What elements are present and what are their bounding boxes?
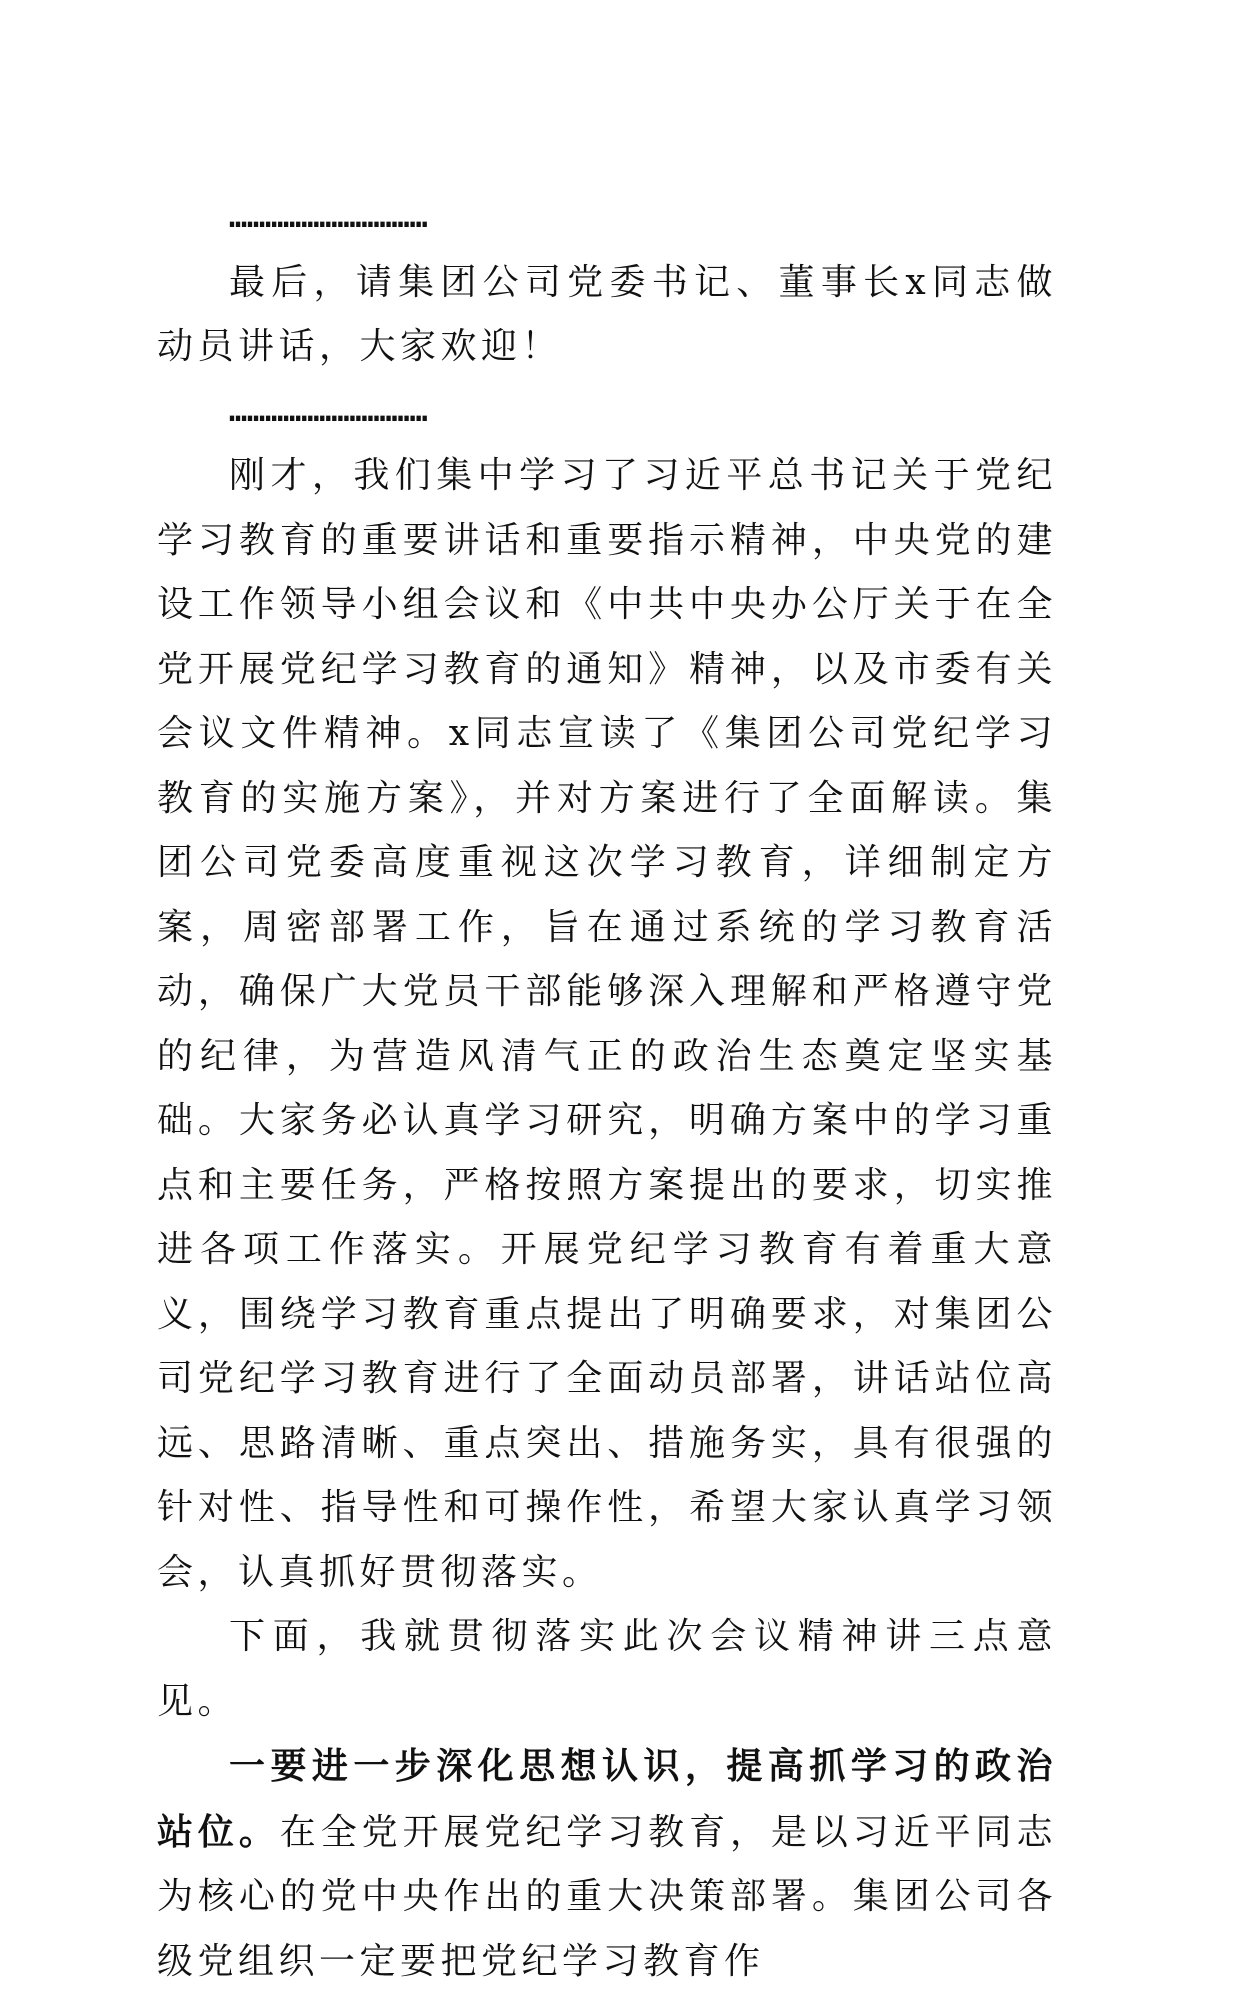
point-one-paragraph xyxy=(157,1734,1057,1994)
closing-intro-paragraph: 最后，请集团公司党委书记、董事长x同志做动员讲话，大家欢迎！ xyxy=(157,261,1057,367)
summary-paragraph: 刚才，我们集中学习了习近平总书记关于党纪学习教育的重要讲话和重要指示精神，中央党的建设工作领导小组会议和《中共中央办公厅关于在全党开展党纪学习教育的通知》精神，以及市委有关会议文件精神。x同志宣读了《集团公司党纪学习教育的实施方案》，并对方案进行了全面解读。集团公司党委高度重视这次学习教育，详细制定方案，周密部署工作，旨在通过系统的学习教育活动，确保广大党员干部能够深入理解和严格遵守党的纪律，为营造风清气正的政治生态奠定坚实基础。大家务必认真学习研究，明确方案中的学习重点和主要任务，严格按照方案提出的要求，切实推进各项工作落实。开展党纪学习教育有着重大意义，围绕学习教育重点提出了明确要求，对集团公司党纪学习教育进行了全面动员部署，讲话站位高远、思路清晰、重点突出、措施务实，具有很强的针对性、指导性和可操作性，希望大家认真学习领会，认真抓好贯彻落实。 xyxy=(157,455,1057,1593)
ellipsis-separator-top: …………………………… xyxy=(229,200,428,235)
transition-paragraph: 下面，我就贯彻落实此次会议精神讲三点意见。 xyxy=(157,1616,1057,1722)
ellipsis-separator-middle: …………………………… xyxy=(229,393,428,429)
point-one-heading: 一要进一步深化思想认识，提高抓学习的政治站位。 xyxy=(157,1745,1057,1853)
point-one-body: 在全党开展党纪学习教育，是以习近平同志为核心的党中央作出的重大决策部署。集团公司各级党组织一定要把党纪学习教育作 xyxy=(157,1811,1057,1982)
document-body xyxy=(157,186,1057,1994)
